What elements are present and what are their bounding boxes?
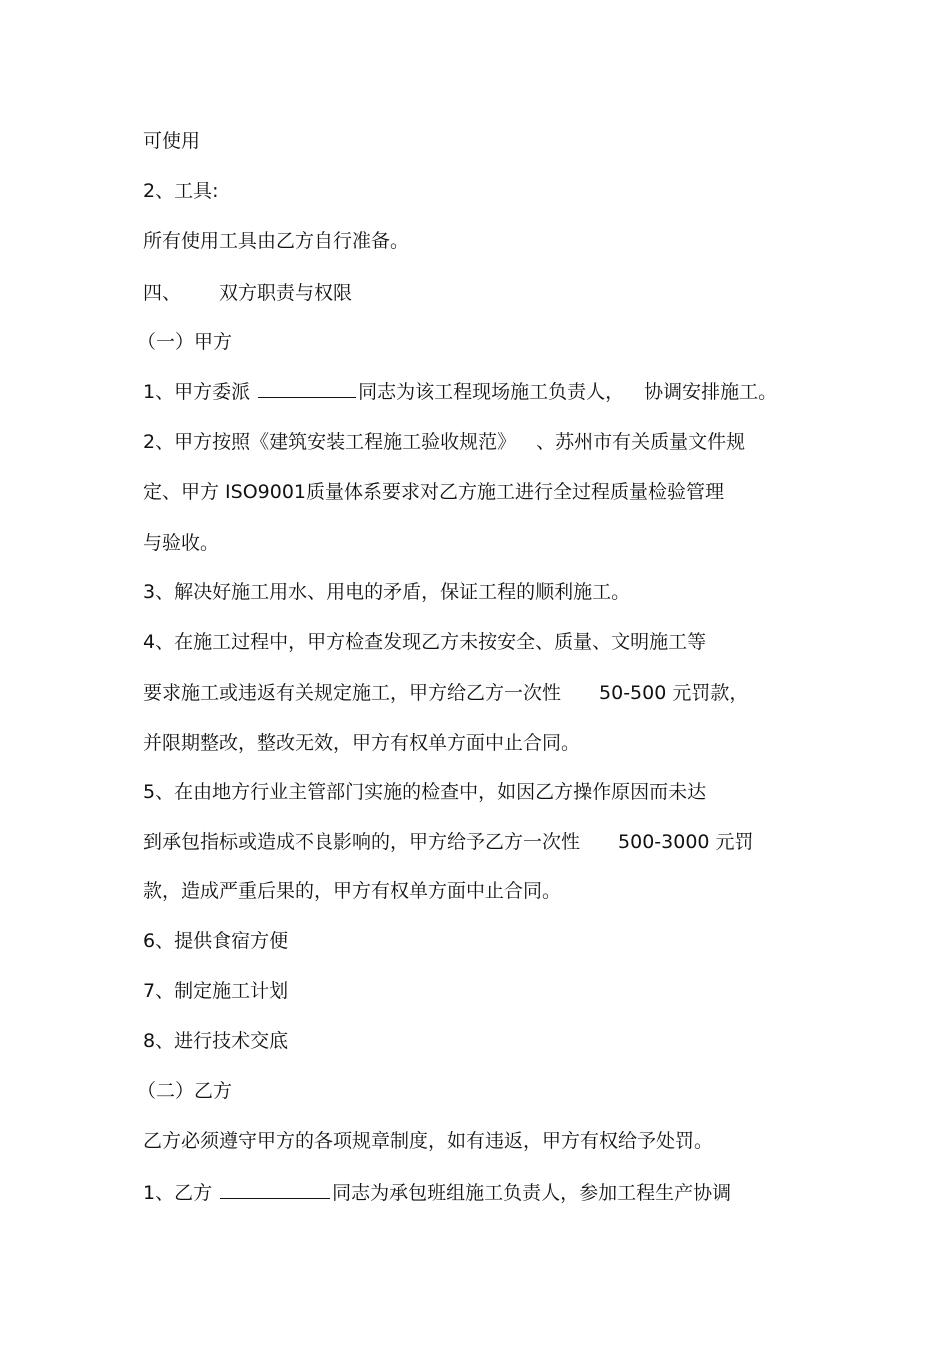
line-text: 500-3000 元罚: [618, 831, 754, 853]
line-text: 与验收。: [143, 532, 220, 554]
section-title: 双方职责与权限: [219, 282, 353, 304]
line-text: 同志为承包班组施工负责人，参加工程生产协调: [332, 1182, 732, 1204]
text-line-a4-cont2: [143, 731, 580, 755]
line-text: 定、甲方 ISO9001质量体系要求对乙方施工进行全过程质量检验管理: [143, 481, 725, 503]
text-line-usable: [143, 129, 200, 153]
text-line-a3: [143, 580, 630, 604]
fill-in-blank: [220, 1180, 330, 1199]
line-text: 6、提供食宿方便: [143, 930, 289, 952]
text-line-a5: [143, 780, 706, 804]
section-number: 四、: [143, 282, 182, 304]
line-text: 款，造成严重后果的，甲方有权单方面中止合同。: [143, 880, 562, 902]
line-text: 并限期整改，整改无效，甲方有权单方面中止合同。: [143, 732, 581, 754]
section-heading-four: [143, 281, 352, 305]
text-line-a5-cont2: [143, 879, 561, 903]
text-line-a8: [143, 1029, 288, 1053]
text-line-a2-cont2: [143, 531, 219, 555]
line-text: （一）甲方: [137, 331, 233, 353]
line-text: 乙方必须遵守甲方的各项规章制度，如有违返，甲方有权给予处罚。: [143, 1130, 714, 1152]
text-line-a7: [143, 979, 288, 1003]
line-text: 要求施工或违返有关规定施工，甲方给乙方一次性: [143, 682, 562, 704]
line-text: 8、进行技术交底: [143, 1030, 289, 1052]
text-line-a2: [143, 430, 745, 454]
line-text: 4、在施工过程中，甲方检查发现乙方未按安全、质量、文明施工等: [143, 631, 707, 653]
text-line-b1: [143, 1180, 731, 1205]
text-line-a1: [143, 379, 777, 404]
line-text: 50-500 元罚款，: [599, 682, 749, 704]
line-text: 、苏州市有关质量文件规: [536, 431, 746, 453]
line-text: 3、解决好施工用水、用电的矛盾，保证工程的顺利施工。: [143, 581, 631, 603]
text-line-tools-desc: [143, 229, 409, 253]
subsection-heading-party-a: [137, 330, 232, 354]
text-line-tools-heading: [143, 179, 219, 203]
subsection-heading-party-b: [137, 1079, 232, 1103]
line-text: 所有使用工具由乙方自行准备。: [143, 230, 410, 252]
line-text: 同志为该工程现场施工负责人，: [358, 381, 625, 403]
line-text: 1、甲方委派: [143, 381, 251, 403]
line-text: 到承包指标或造成不良影响的，甲方给予乙方一次性: [143, 831, 581, 853]
line-text: （二）乙方: [137, 1080, 233, 1102]
line-text: 7、制定施工计划: [143, 980, 289, 1002]
text-line-a5-cont1: [143, 830, 754, 854]
line-text: 1、乙方: [143, 1182, 213, 1204]
line-text: 2、甲方按照《建筑安装工程施工验收规范》: [143, 431, 517, 453]
text-line-b-intro: [143, 1129, 713, 1153]
text-line-a6: [143, 929, 288, 953]
line-text: 5、在由地方行业主管部门实施的检查中，如因乙方操作原因而未达: [143, 781, 707, 803]
line-text: 协调安排施工。: [644, 381, 778, 403]
line-text: 可使用: [143, 130, 201, 152]
fill-in-blank: [258, 379, 356, 398]
text-line-a4-cont1: [143, 681, 748, 705]
text-line-a2-cont1: [143, 480, 724, 504]
line-text: 2、工具:: [143, 180, 219, 202]
text-line-a4: [143, 630, 706, 654]
